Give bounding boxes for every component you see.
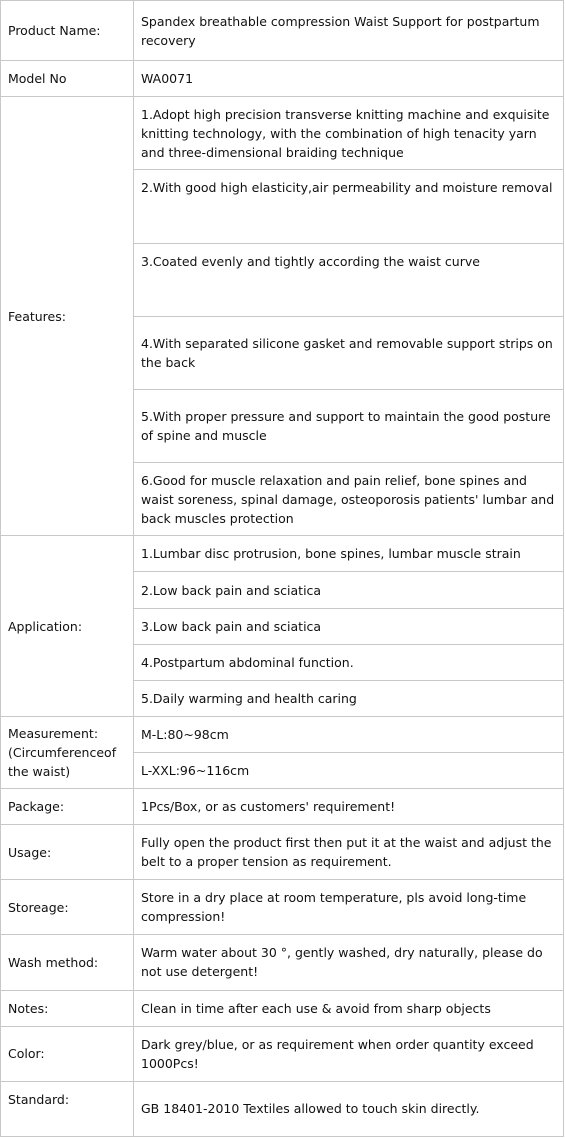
row-color [1,1026,564,1081]
row-package [1,789,564,825]
application-label: Application: [1,536,134,716]
standard-value: GB 18401-2010 Textiles allowed to touch skin directly. [134,1081,564,1136]
storage-label: Storeage: [1,880,134,935]
row-product-name [1,1,564,61]
application-item: 2.Low back pain and sciatica [134,572,564,608]
row-standard [1,1081,564,1136]
color-label: Color: [1,1026,134,1081]
row-model-no [1,61,564,97]
color-value: Dark grey/blue, or as requirement when order quantity exceed 1000Pcs! [134,1026,564,1081]
usage-label: Usage: [1,825,134,880]
application-item: 3.Low back pain and sciatica [134,608,564,644]
row-feature-1 [1,97,564,170]
usage-value: Fully open the product first then put it at the waist and adjust the belt to a proper tension as requirement. [134,825,564,880]
notes-value: Clean in time after each use & avoid from sharp objects [134,990,564,1026]
feature-item: 3.Coated evenly and tightly according the waist curve [134,243,564,316]
product-name-value: Spandex breathable compression Waist Support for postpartum recovery [134,1,564,61]
package-value: 1Pcs/Box, or as customers' requirement! [134,789,564,825]
row-storage [1,880,564,935]
feature-item: 6.Good for muscle relaxation and pain relief, bone spines and waist soreness, spinal damage, osteoporosis patients' lumbar and back muscles protection [134,463,564,536]
feature-item: 5.With proper pressure and support to maintain the good posture of spine and muscle [134,390,564,463]
feature-item: 2.With good high elasticity,air permeability and moisture removal [134,170,564,243]
wash-method-label: Wash method: [1,935,134,990]
model-no-value: WA0071 [134,61,564,97]
features-label: Features: [1,97,134,536]
notes-label: Notes: [1,990,134,1026]
feature-item: 4.With separated silicone gasket and removable support strips on the back [134,316,564,389]
storage-value: Store in a dry place at room temperature, pls avoid long-time compression! [134,880,564,935]
row-usage [1,825,564,880]
application-item: 4.Postpartum abdominal function. [134,644,564,680]
feature-item: 1.Adopt high precision transverse knitting machine and exquisite knitting technology, with the combination of high tenacity yarn and three-dimensional braiding technique [134,97,564,170]
wash-method-value: Warm water about 30 °, gently washed, dry naturally, please do not use detergent! [134,935,564,990]
row-measurement-1 [1,716,564,752]
measurement-item: M-L:80~98cm [134,716,564,752]
product-name-label: Product Name: [1,1,134,61]
application-item: 5.Daily warming and health caring [134,680,564,716]
model-no-label: Model No [1,61,134,97]
application-item: 1.Lumbar disc protrusion, bone spines, lumbar muscle strain [134,536,564,572]
row-wash-method [1,935,564,990]
measurement-item: L-XXL:96~116cm [134,752,564,788]
row-notes [1,990,564,1026]
package-label: Package: [1,789,134,825]
row-application-1 [1,536,564,572]
measurement-label: Measurement: (Circumferenceof the waist) [1,716,134,788]
standard-label: Standard: [1,1081,134,1136]
